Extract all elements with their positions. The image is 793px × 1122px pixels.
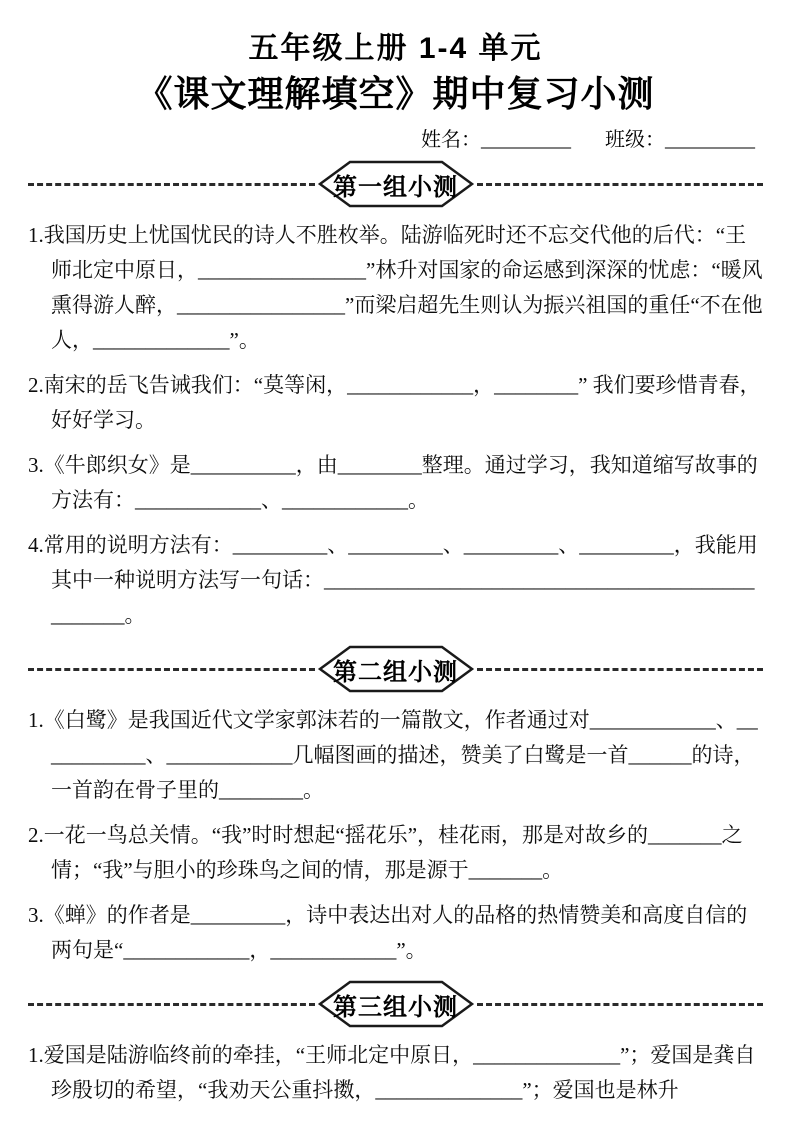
dashed-line-right — [477, 183, 764, 186]
question-number: 1. — [28, 223, 44, 247]
dashed-line-left — [28, 183, 315, 186]
question-text: 我国历史上忧国忧民的诗人不胜枚举。陆游临死时还不忘交代他的后代：“王师北定中原日，________________”林升对国家的命运感到深深的忧虑：“暖风熏得游人醉，________________”而梁启超先生则认为振兴祖国的重任“不在他人，_____________”。 — [43, 223, 763, 352]
dashed-line-left — [28, 668, 315, 671]
section-1-badge — [317, 159, 475, 209]
question-number: 3. — [28, 453, 44, 477]
name-blank-line: _________ — [481, 129, 571, 151]
section-1-divider — [28, 158, 763, 210]
question-text: 常用的说明方法有：_________、_________、_________、_________，我能用其中一种说明方法写一句话：________________________________________________。 — [43, 533, 758, 627]
question-1-4 — [28, 528, 763, 633]
class-label: 班级： — [605, 129, 665, 151]
question-2-2 — [28, 818, 763, 888]
dashed-line-right — [477, 1003, 764, 1006]
question-text: 《牛郎织女》是__________，由________整理。通过学习，我知道缩写故事的方法有：____________、____________。 — [43, 453, 758, 512]
section-3-badge — [317, 979, 475, 1029]
question-text: 爱国是陆游临终前的牵挂，“王师北定中原日，______________”；爱国是龚自珍殷切的希望，“我劝天公重抖擞，______________”；爱国也是林升 — [43, 1043, 756, 1102]
question-text: 《白鹭》是我国近代文学家郭沫若的一篇散文，作者通过对____________、___________、____________几幅图画的描述，赞美了白鹭是一首______的诗，一首韵在骨子里的________。 — [43, 708, 758, 802]
name-label: 姓名： — [421, 129, 481, 151]
question-3-1 — [28, 1038, 763, 1108]
question-number: 1. — [28, 1043, 44, 1067]
question-1-2 — [28, 368, 763, 438]
dashed-line-left — [28, 1003, 315, 1006]
question-text: 一花一鸟总关情。“我”时时想起“摇花乐”，桂花雨，那是对故乡的_______之情；“我”与胆小的珍珠鸟之间的情，那是源于_______。 — [43, 823, 743, 882]
question-text: 《蝉》的作者是_________，诗中表达出对人的品格的热情赞美和高度自信的两句是“____________，____________”。 — [43, 903, 748, 962]
question-1-3 — [28, 448, 763, 518]
question-text: 南宋的岳飞告诫我们：“莫等闲，____________，________” 我们要珍惜青春，好好学习。 — [43, 373, 761, 432]
page-subtitle: 《课文理解填空》期中复习小测 — [136, 73, 655, 114]
dashed-line-right — [477, 668, 764, 671]
section-2-badge-label: 第二组小测 — [333, 658, 458, 686]
question-number: 4. — [28, 533, 44, 557]
question-number: 2. — [28, 823, 44, 847]
question-1-1 — [28, 218, 763, 358]
question-number: 3. — [28, 903, 44, 927]
question-number: 2. — [28, 373, 44, 397]
section-1-badge-label: 第一组小测 — [333, 173, 458, 201]
question-number: 1. — [28, 708, 44, 732]
section-3-divider — [28, 978, 763, 1030]
page-title: 五年级上册 1-4 单元 — [248, 32, 543, 65]
section-2-divider — [28, 643, 763, 695]
name-class-row — [28, 126, 763, 154]
section-2-badge — [317, 644, 475, 694]
class-blank-line: _________ — [665, 129, 755, 151]
section-3-badge-label: 第三组小测 — [333, 993, 458, 1021]
question-2-1 — [28, 703, 763, 808]
question-2-3 — [28, 898, 763, 968]
